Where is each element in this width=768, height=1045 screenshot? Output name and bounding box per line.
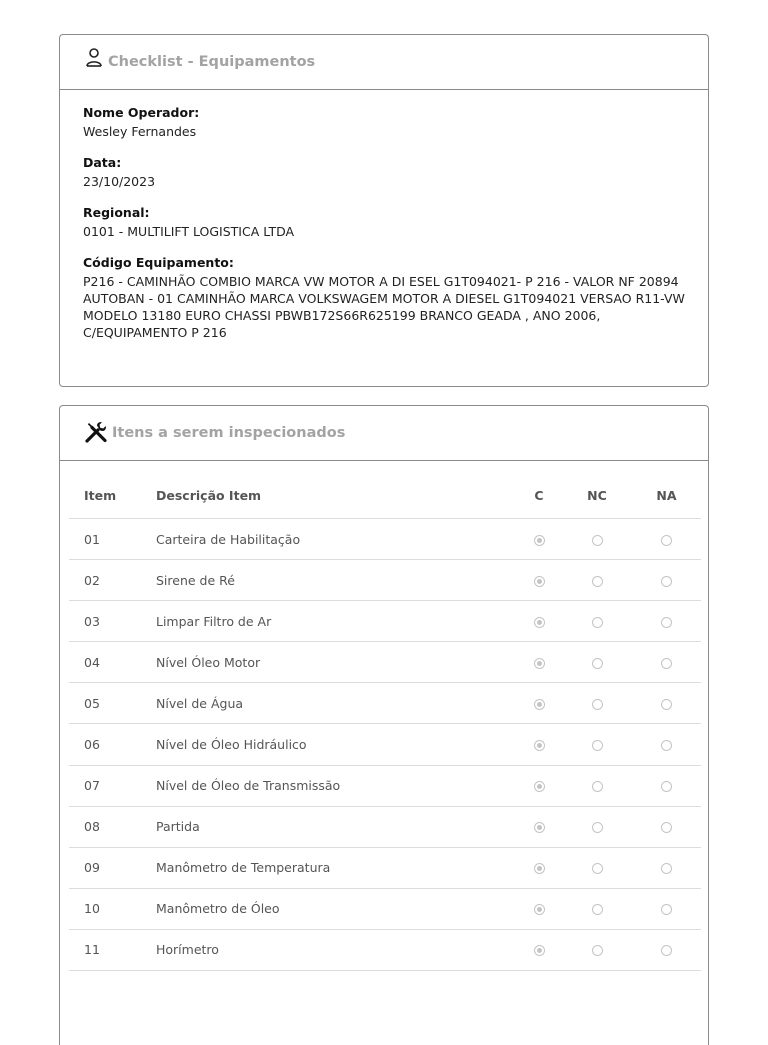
radio-na[interactable] xyxy=(661,863,672,874)
regional-value: 0101 - MULTILIFT LOGISTICA LTDA xyxy=(83,224,295,239)
radio-na[interactable] xyxy=(661,535,672,546)
radio-nc[interactable] xyxy=(592,822,603,833)
inspection-title: Itens a serem inspecionados xyxy=(112,425,346,441)
equipment-code-label: Código Equipamento: xyxy=(83,255,234,270)
radio-na-cell xyxy=(632,776,701,795)
column-header-nc: NC xyxy=(587,487,607,503)
radio-c[interactable] xyxy=(534,904,545,915)
radio-c[interactable] xyxy=(534,535,545,546)
radio-nc-cell xyxy=(562,817,632,836)
table-row xyxy=(69,724,701,765)
radio-nc[interactable] xyxy=(592,535,603,546)
radio-nc-cell xyxy=(562,612,632,631)
radio-nc-cell xyxy=(562,653,632,672)
item-description: Nível de Água xyxy=(156,695,244,711)
radio-na[interactable] xyxy=(661,822,672,833)
radio-na-cell xyxy=(632,817,701,836)
item-number: 03 xyxy=(84,613,100,629)
item-description: Sirene de Ré xyxy=(156,572,235,588)
radio-na-cell xyxy=(632,653,701,672)
tools-icon xyxy=(84,420,108,444)
radio-c-cell xyxy=(496,776,562,795)
item-description: Carteira de Habilitação xyxy=(156,531,301,547)
column-header-c: C xyxy=(534,487,544,503)
radio-nc-cell xyxy=(562,735,632,754)
operator-label: Nome Operador: xyxy=(83,105,200,120)
inspection-card xyxy=(59,405,709,1045)
table-row xyxy=(69,807,701,848)
radio-na-cell xyxy=(632,940,701,959)
radio-nc[interactable] xyxy=(592,576,603,587)
radio-nc[interactable] xyxy=(592,945,603,956)
column-header-description: Descrição Item xyxy=(156,487,262,503)
radio-c[interactable] xyxy=(534,658,545,669)
item-description: Manômetro de Temperatura xyxy=(156,860,331,876)
item-description: Horímetro xyxy=(156,942,219,958)
table-row xyxy=(69,601,701,642)
radio-na[interactable] xyxy=(661,781,672,792)
radio-c-cell xyxy=(496,612,562,631)
radio-nc-cell xyxy=(562,694,632,713)
radio-nc-cell xyxy=(562,571,632,590)
radio-c[interactable] xyxy=(534,617,545,628)
radio-na-cell xyxy=(632,694,701,713)
item-number: 07 xyxy=(84,778,100,794)
table-header-row xyxy=(69,462,701,519)
item-number: 11 xyxy=(84,942,100,958)
equipment-code-value: P216 - CAMINHÃO COMBIO MARCA VW MOTOR A DI ESEL G1T094021- P 216 - VALOR NF 20894 AUTOBAN - 01 CAMINHÃO MARCA VOLKSWAGEM MOTOR A DIESEL G1T094021 VERSAO R11-VW MODELO 13180 EURO CHASSI PBWB172S66R625199 BRANCO GEADA , ANO 2006, C/EQUIPAMENTO P 216 xyxy=(83,274,685,340)
item-number: 05 xyxy=(84,695,100,711)
radio-nc-cell xyxy=(562,776,632,795)
table-row xyxy=(69,848,701,889)
radio-na[interactable] xyxy=(661,699,672,710)
radio-nc[interactable] xyxy=(592,699,603,710)
item-description: Nível Óleo Motor xyxy=(156,654,261,670)
radio-c[interactable] xyxy=(534,740,545,751)
inspection-header xyxy=(60,406,708,461)
item-number: 08 xyxy=(84,819,100,835)
radio-nc[interactable] xyxy=(592,781,603,792)
checklist-title: Checklist - Equipamentos xyxy=(108,54,316,70)
radio-nc-cell xyxy=(562,530,632,549)
item-number: 10 xyxy=(84,901,100,917)
radio-nc-cell xyxy=(562,858,632,877)
radio-nc[interactable] xyxy=(592,658,603,669)
radio-na[interactable] xyxy=(661,904,672,915)
radio-c[interactable] xyxy=(534,822,545,833)
table-row xyxy=(69,642,701,683)
item-description: Nível de Óleo Hidráulico xyxy=(156,737,307,753)
table-row xyxy=(69,519,701,560)
table-body xyxy=(69,519,701,971)
table-row xyxy=(69,683,701,724)
radio-c[interactable] xyxy=(534,781,545,792)
date-field xyxy=(83,154,708,190)
table-row xyxy=(69,766,701,807)
item-number: 09 xyxy=(84,860,100,876)
checklist-card xyxy=(59,34,709,387)
radio-c-cell xyxy=(496,817,562,836)
radio-c-cell xyxy=(496,940,562,959)
table-row xyxy=(69,560,701,601)
item-number: 02 xyxy=(84,572,100,588)
item-description: Limpar Filtro de Ar xyxy=(156,613,272,629)
radio-nc[interactable] xyxy=(592,740,603,751)
radio-na[interactable] xyxy=(661,945,672,956)
date-value: 23/10/2023 xyxy=(83,174,156,189)
radio-c-cell xyxy=(496,735,562,754)
column-header-item: Item xyxy=(84,487,117,503)
radio-nc-cell xyxy=(562,899,632,918)
radio-na[interactable] xyxy=(661,617,672,628)
item-description: Nível de Óleo de Transmissão xyxy=(156,778,341,794)
radio-c-cell xyxy=(496,653,562,672)
radio-c[interactable] xyxy=(534,576,545,587)
radio-nc[interactable] xyxy=(592,617,603,628)
radio-c[interactable] xyxy=(534,699,545,710)
column-header-na: NA xyxy=(656,487,677,503)
date-label: Data: xyxy=(83,155,122,170)
inspection-table xyxy=(69,462,701,971)
item-number: 04 xyxy=(84,654,100,670)
table-row xyxy=(69,930,701,971)
radio-c[interactable] xyxy=(534,945,545,956)
operator-field xyxy=(83,104,708,140)
radio-na[interactable] xyxy=(661,740,672,751)
radio-na-cell xyxy=(632,899,701,918)
radio-c[interactable] xyxy=(534,863,545,874)
radio-na-cell xyxy=(632,571,701,590)
item-number: 01 xyxy=(84,531,100,547)
radio-na-cell xyxy=(632,858,701,877)
item-number: 06 xyxy=(84,737,100,753)
user-icon xyxy=(84,47,104,69)
radio-c-cell xyxy=(496,571,562,590)
regional-label: Regional: xyxy=(83,205,150,220)
checklist-info xyxy=(60,90,708,341)
checklist-header xyxy=(60,35,708,90)
radio-c-cell xyxy=(496,858,562,877)
operator-value: Wesley Fernandes xyxy=(83,124,197,139)
radio-nc[interactable] xyxy=(592,863,603,874)
item-description: Manômetro de Óleo xyxy=(156,901,280,917)
radio-na-cell xyxy=(632,530,701,549)
radio-c-cell xyxy=(496,530,562,549)
radio-c-cell xyxy=(496,694,562,713)
item-description: Partida xyxy=(156,819,200,835)
radio-c-cell xyxy=(496,899,562,918)
radio-na[interactable] xyxy=(661,576,672,587)
equipment-code-field xyxy=(83,254,708,341)
radio-nc[interactable] xyxy=(592,904,603,915)
radio-na-cell xyxy=(632,612,701,631)
radio-na[interactable] xyxy=(661,658,672,669)
radio-nc-cell xyxy=(562,940,632,959)
radio-na-cell xyxy=(632,735,701,754)
table-row xyxy=(69,889,701,930)
regional-field xyxy=(83,204,708,240)
